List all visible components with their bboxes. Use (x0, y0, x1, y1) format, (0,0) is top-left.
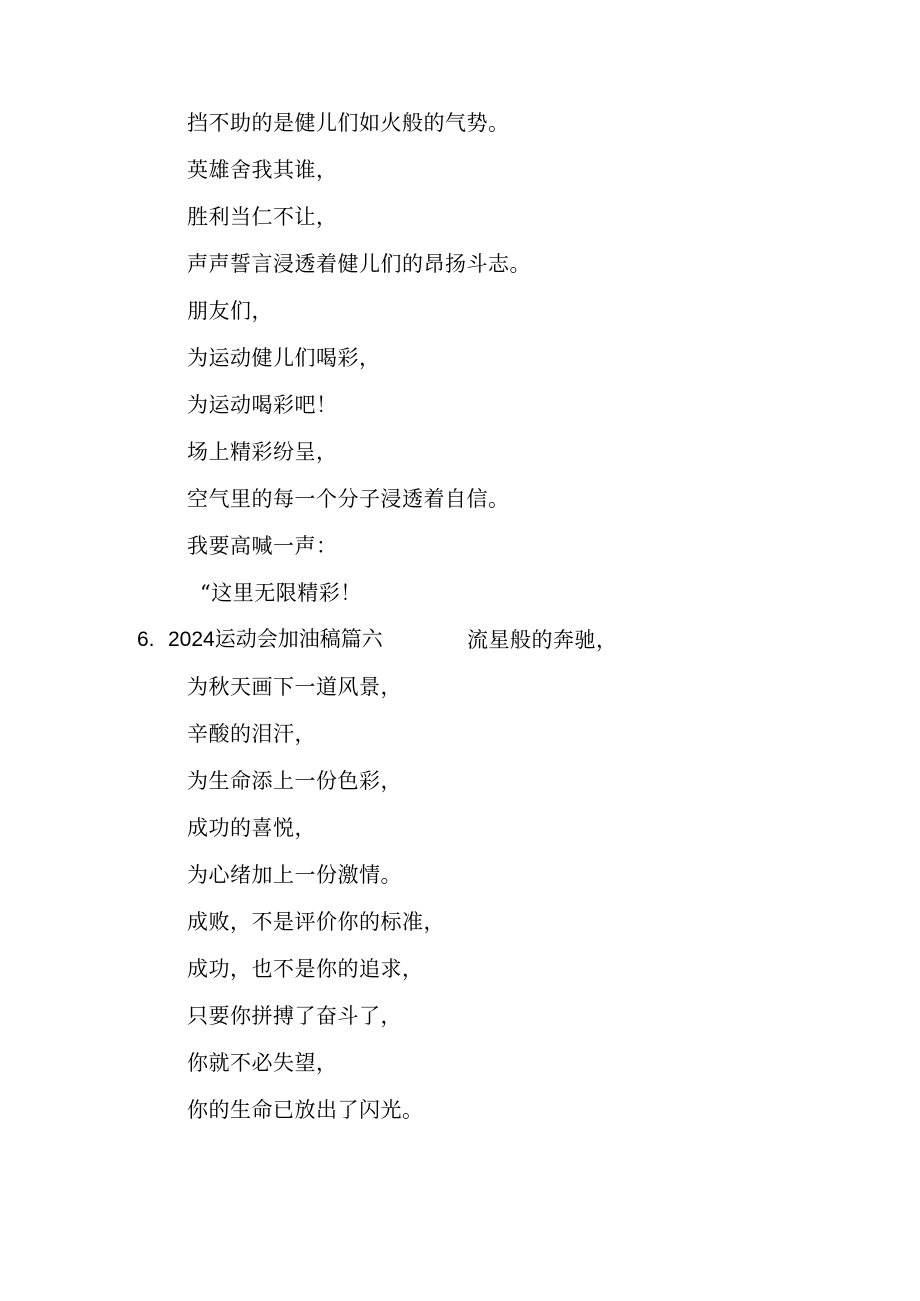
text-line: 为生命添上一份色彩， (187, 769, 402, 793)
text-line: 只要你拼搏了奋斗了， (187, 1004, 402, 1028)
text-line: 成功，也不是你的追求， (187, 957, 424, 981)
text-line: 空气里的每一个分子浸透着自信。 (187, 487, 510, 511)
text-line: 为运动喝彩吧！ (187, 393, 338, 417)
text-line: 英雄舍我其谁， (187, 158, 338, 182)
text-line: 场上精彩纷呈， (187, 440, 338, 464)
text-line: “这里无限精彩！ (200, 581, 362, 605)
section-number: 6. (137, 628, 155, 651)
text-line: 我要高喊一声： (187, 534, 338, 558)
text-line: 辛酸的泪汗， (187, 722, 316, 746)
text-line: 你就不必失望， (187, 1051, 338, 1075)
text-line: 为心绪加上一份激情。 (187, 863, 402, 887)
text-line: 成功的喜悦， (187, 816, 316, 840)
text-line: 为秋天画下一道风景， (187, 675, 402, 699)
text-line: 你的生命已放出了闪光。 (187, 1098, 424, 1122)
text-line: 朋友们， (187, 299, 273, 323)
section-heading (137, 626, 618, 654)
text-line: 声声誓言浸透着健儿们的昂扬斗志。 (187, 252, 531, 276)
text-line: 胜利当仁不让， (187, 205, 338, 229)
text-line: 为运动健儿们喝彩， (187, 346, 381, 370)
text-line: 成败，不是评价你的标准， (187, 910, 445, 934)
section-title: 2024运动会加油稿篇六 (168, 628, 383, 651)
text-line: 流星般的奔驰， (467, 628, 618, 652)
text-line: 挡不助的是健儿们如火般的气势。 (187, 111, 510, 135)
